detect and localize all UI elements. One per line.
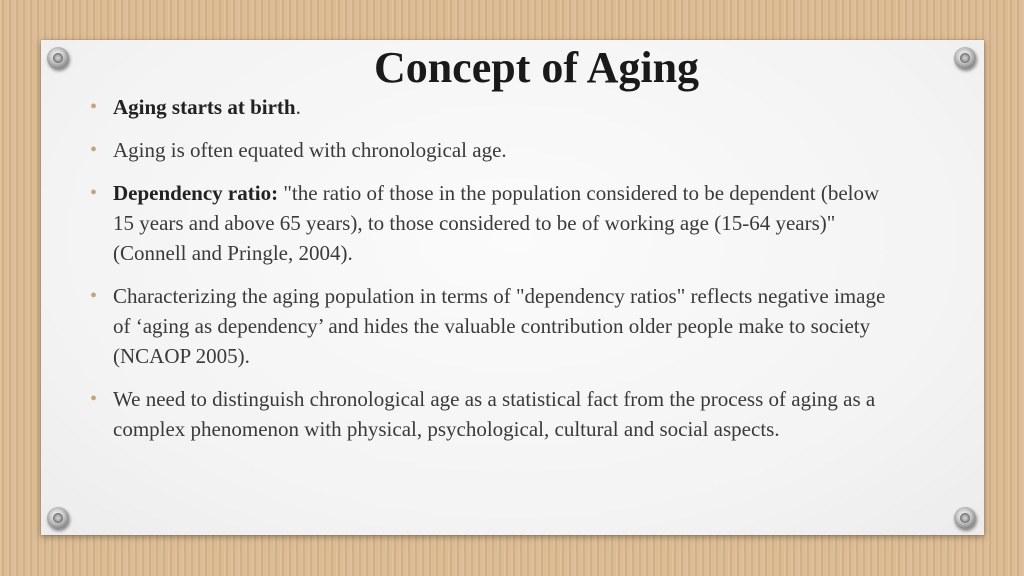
bullet-text: "the ratio of those in the population considered to be dependent (below 15 years and above 65 years), to those considered to be of working age (15-64 years)" (Connell and Pringle, 2004).: [113, 181, 880, 265]
bullet-icon: •: [90, 182, 98, 204]
bullet-text: Characterizing the aging population in terms of "dependency ratios" reflects negative image of ‘aging as dependency’ and hides the valuable contribution older people make to society (NCAOP 2005).: [113, 284, 886, 368]
bullet-icon: •: [90, 285, 98, 307]
bullet-item-distinguish: [90, 384, 890, 444]
bullet-item-aging-starts: [90, 92, 890, 122]
bullet-text: .: [295, 95, 301, 119]
bullet-text: Aging is often equated with chronological age.: [113, 138, 507, 162]
bullet-icon: •: [90, 139, 98, 161]
bullet-bold-text: Dependency ratio:: [113, 181, 279, 205]
bullet-icon: •: [90, 388, 98, 410]
bullet-icon: •: [90, 96, 98, 118]
slide-title: Concept of Aging: [373, 43, 700, 92]
pushpin-icon: [954, 507, 976, 529]
pushpin-icon: [47, 507, 69, 529]
bullet-item-dependency-ratio: [90, 178, 890, 268]
bullet-item-characterizing: [90, 281, 890, 371]
bullet-item-chronological-age: [90, 135, 890, 165]
bullet-bold-text: Aging starts at birth: [113, 95, 296, 119]
bullet-list: [90, 92, 890, 457]
bullet-text: We need to distinguish chronological age as a statistical fact from the process of aging as a complex phenomenon with physical, psychological, cultural and social aspects.: [113, 387, 876, 441]
